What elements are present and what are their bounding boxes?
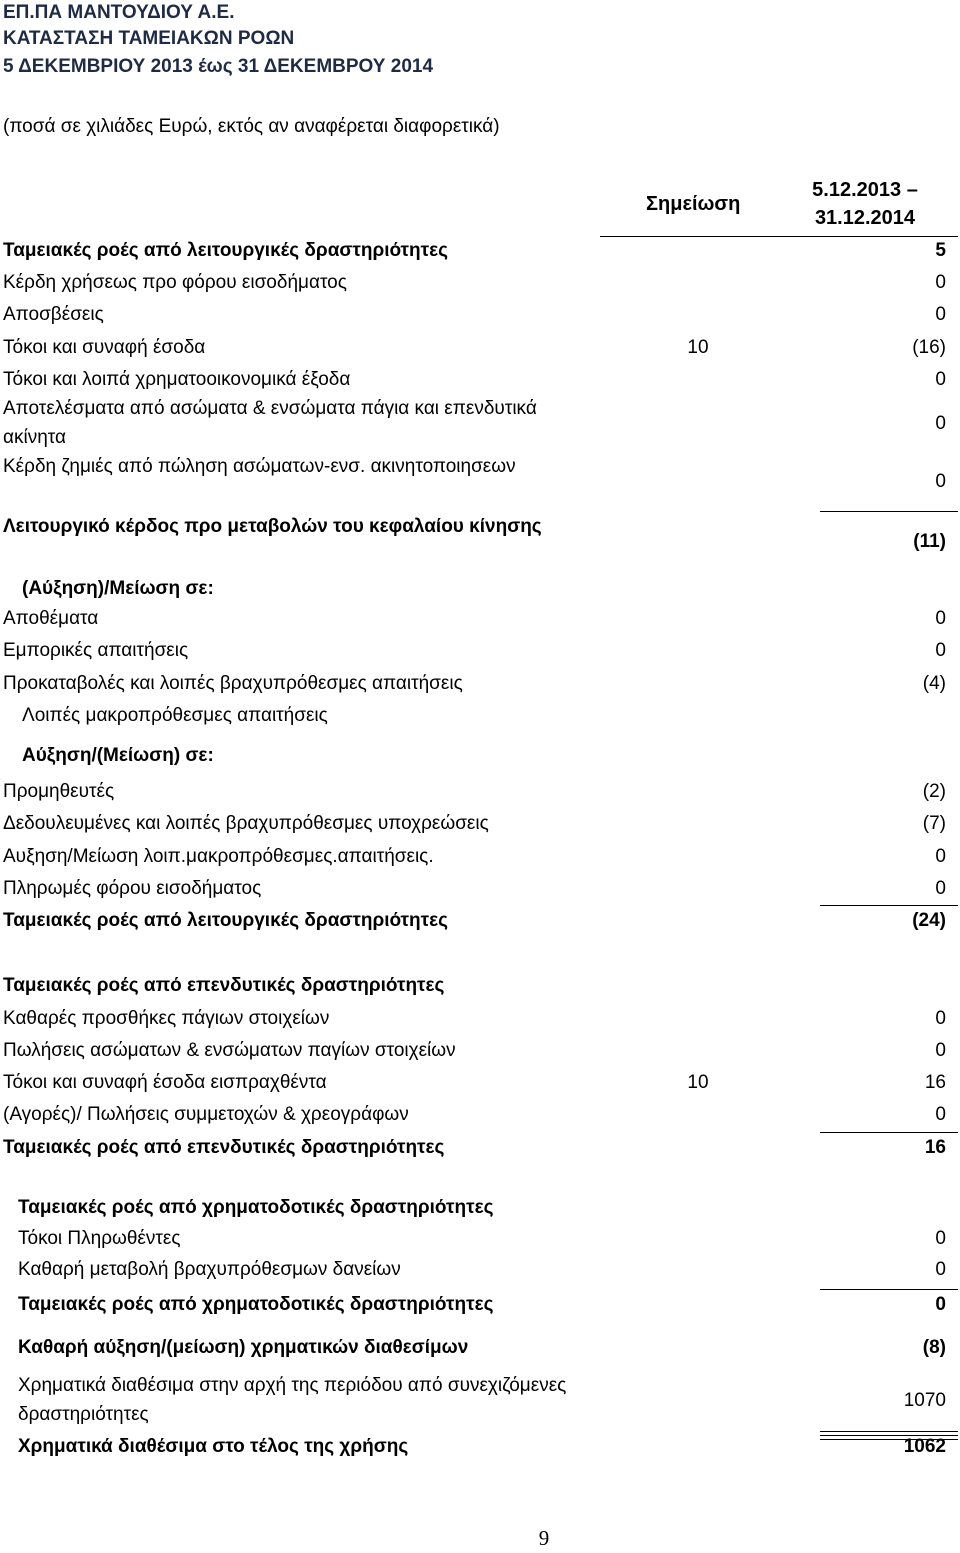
row-label: Τόκοι Πληρωθέντες: [18, 1228, 181, 1249]
row-value: 0: [935, 304, 946, 325]
row-label: Εμπορικές απαιτήσεις: [3, 640, 189, 661]
statement-title: ΚΑΤΑΣΤΑΣΗ ΤΑΜΕΙΑΚΩΝ ΡΟΩΝ: [3, 28, 295, 49]
row-label: Πληρωμές φόρου εισοδήματος: [3, 878, 262, 899]
row-value: (8): [922, 1337, 946, 1358]
row-value: 0: [935, 1040, 946, 1061]
row-label: Τόκοι και συναφή έσοδα εισπραχθέντα: [3, 1072, 327, 1093]
table-row: [0, 874, 960, 903]
table-row: [0, 906, 960, 935]
table-row: [0, 1133, 960, 1162]
row-value: 0: [935, 1104, 946, 1125]
row-label: Αυξηση/Μείωση λοιπ.μακροπρόθεσμες.απαιτήσεις.: [3, 846, 434, 867]
table-row: [0, 236, 960, 265]
table-row: [0, 1290, 960, 1319]
page-number: 9: [538, 1526, 550, 1550]
table-row: [0, 333, 960, 362]
row-label: Χρηματικά διαθέσιμα στην αρχή της περιόδου από συνεχιζόμενες δραστηριότητες: [18, 1375, 567, 1425]
subtotal-rule: [820, 1431, 958, 1432]
row-value: 0: [935, 608, 946, 629]
table-row: [0, 365, 960, 394]
table-row: [0, 574, 960, 603]
row-value: 0: [935, 470, 946, 492]
row-note: 10: [687, 337, 709, 358]
table-row: [0, 669, 960, 698]
row-label: Ταμειακές ροές από λειτουργικές δραστηριότητες: [3, 910, 449, 931]
table-row: [0, 636, 960, 665]
table-row: [0, 452, 960, 510]
row-value: (16): [912, 337, 946, 358]
table-row: [0, 1224, 960, 1253]
row-label: Αποσβέσεις: [3, 304, 104, 325]
row-value: (11): [913, 530, 946, 552]
row-label: Τόκοι και λοιπά χρηματοοικονομικά έξοδα: [3, 369, 351, 390]
row-value: 0: [935, 1294, 946, 1315]
units-note: (ποσά σε χιλιάδες Ευρώ, εκτός αν αναφέρεται διαφορετικά): [3, 116, 500, 137]
table-row: [0, 971, 960, 1000]
row-label: Τόκοι και συναφή έσοδα: [3, 337, 206, 358]
table-row: [0, 512, 960, 570]
row-label: Αποτελέσματα από ασώματα & ενσώματα πάγια και επενδυτικά ακίνητα: [3, 398, 537, 448]
row-value: 16: [924, 1137, 946, 1158]
table-row: [0, 394, 960, 452]
table-row: [0, 268, 960, 297]
period-column-line1: 5.12.2013 –: [812, 179, 918, 201]
table-row: [0, 701, 960, 730]
row-value: (7): [922, 813, 946, 834]
row-label: Κέρδη ζημιές από πώληση ασώματων-ενσ. ακινητοποιησεων: [3, 456, 516, 477]
row-label: Λοιπές μακροπρόθεσμες απαιτήσεις: [22, 705, 328, 726]
row-label: Ταμειακές ροές από χρηματοδοτικές δραστηριότητες: [18, 1197, 494, 1218]
row-label: Χρηματικά διαθέσιμα στο τέλος της χρήσης: [18, 1436, 409, 1457]
row-label: Καθαρές προσθήκες πάγιων στοιχείων: [3, 1008, 330, 1029]
row-label: Δεδουλευμένες και λοιπές βραχυπρόθεσμες υποχρεώσεις: [3, 813, 489, 834]
row-label: Ταμειακές ροές από επενδυτικές δραστηριότητες: [3, 975, 445, 996]
subtotal-rule: [820, 1289, 958, 1290]
row-value: 1070: [903, 1389, 946, 1411]
row-label: Ταμειακές ροές από επενδυτικές δραστηριότητες: [3, 1137, 445, 1158]
row-value: 1062: [903, 1436, 946, 1457]
row-label: Προκαταβολές και λοιπές βραχυπρόθεσμες απαιτήσεις: [3, 673, 463, 694]
table-row: [0, 1432, 960, 1461]
table-row: [0, 842, 960, 871]
row-label: Προμηθευτές: [3, 781, 115, 802]
period-column-line2: 31.12.2014: [814, 207, 916, 229]
row-value: 16: [924, 1072, 946, 1093]
table-row: [0, 777, 960, 806]
row-label: Λειτουργικό κέρδος προ μεταβολών του κεφαλαίου κίνησης: [3, 516, 542, 537]
total-double-rule: [820, 1435, 958, 1440]
row-value: 0: [935, 846, 946, 867]
row-value: 0: [935, 1228, 946, 1249]
row-value: 0: [935, 412, 946, 434]
table-row: [0, 809, 960, 838]
table-row: [0, 1193, 960, 1222]
row-value: (4): [922, 673, 946, 694]
table-row: [0, 1068, 960, 1097]
row-label: Ταμειακές ροές από χρηματοδοτικές δραστηριότητες: [18, 1294, 494, 1315]
row-label: Κέρδη χρήσεως προ φόρου εισοδήματος: [3, 272, 347, 293]
table-row: [0, 1255, 960, 1284]
row-label: (Αύξηση)/Μείωση σε:: [22, 578, 214, 599]
row-value: 0: [935, 369, 946, 390]
row-value: (24): [912, 910, 946, 931]
table-row: [0, 1371, 960, 1429]
row-value: 5: [935, 240, 946, 261]
row-value: 0: [935, 1259, 946, 1280]
note-column-header: Σημείωση: [646, 193, 741, 215]
subtotal-rule: [820, 511, 958, 512]
statement-period: 5 ΔΕΚΕΜΒΡΙΟΥ 2013 έως 31 ΔΕΚΕΜΒΡΟΥ 2014: [3, 56, 434, 77]
subtotal-rule: [820, 1132, 958, 1133]
row-label: (Αγορές)/ Πωλήσεις συμμετοχών & χρεογράφων: [3, 1104, 409, 1125]
table-row: [0, 1333, 960, 1362]
table-row: [0, 1004, 960, 1033]
row-label: Αύξηση/(Μείωση) σε:: [22, 745, 214, 766]
row-label: Αποθέματα: [3, 608, 99, 629]
row-value: 0: [935, 878, 946, 899]
table-row: [0, 1100, 960, 1129]
row-label: Καθαρή μεταβολή βραχυπρόθεσμων δανείων: [18, 1259, 401, 1280]
row-value: 0: [935, 640, 946, 661]
row-value: (2): [922, 781, 946, 802]
table-row: [0, 604, 960, 633]
table-row: [0, 300, 960, 329]
table-row: [0, 1036, 960, 1065]
subtotal-rule: [820, 905, 958, 906]
table-row: [0, 741, 960, 770]
row-label: Πωλήσεις ασώματων & ενσώματων παγίων στοιχείων: [3, 1040, 456, 1061]
row-note: 10: [687, 1072, 709, 1093]
period-column-header: [790, 176, 940, 232]
row-label: Ταμειακές ροές από λειτουργικές δραστηριότητες: [3, 240, 449, 261]
row-label: Καθαρή αύξηση/(μείωση) χρηματικών διαθεσίμων: [18, 1337, 469, 1358]
company-name: ΕΠ.ΠΑ ΜΑΝΤΟΥΔΙΟΥ Α.Ε.: [3, 2, 235, 23]
row-value: 0: [935, 1008, 946, 1029]
row-value: 0: [935, 272, 946, 293]
